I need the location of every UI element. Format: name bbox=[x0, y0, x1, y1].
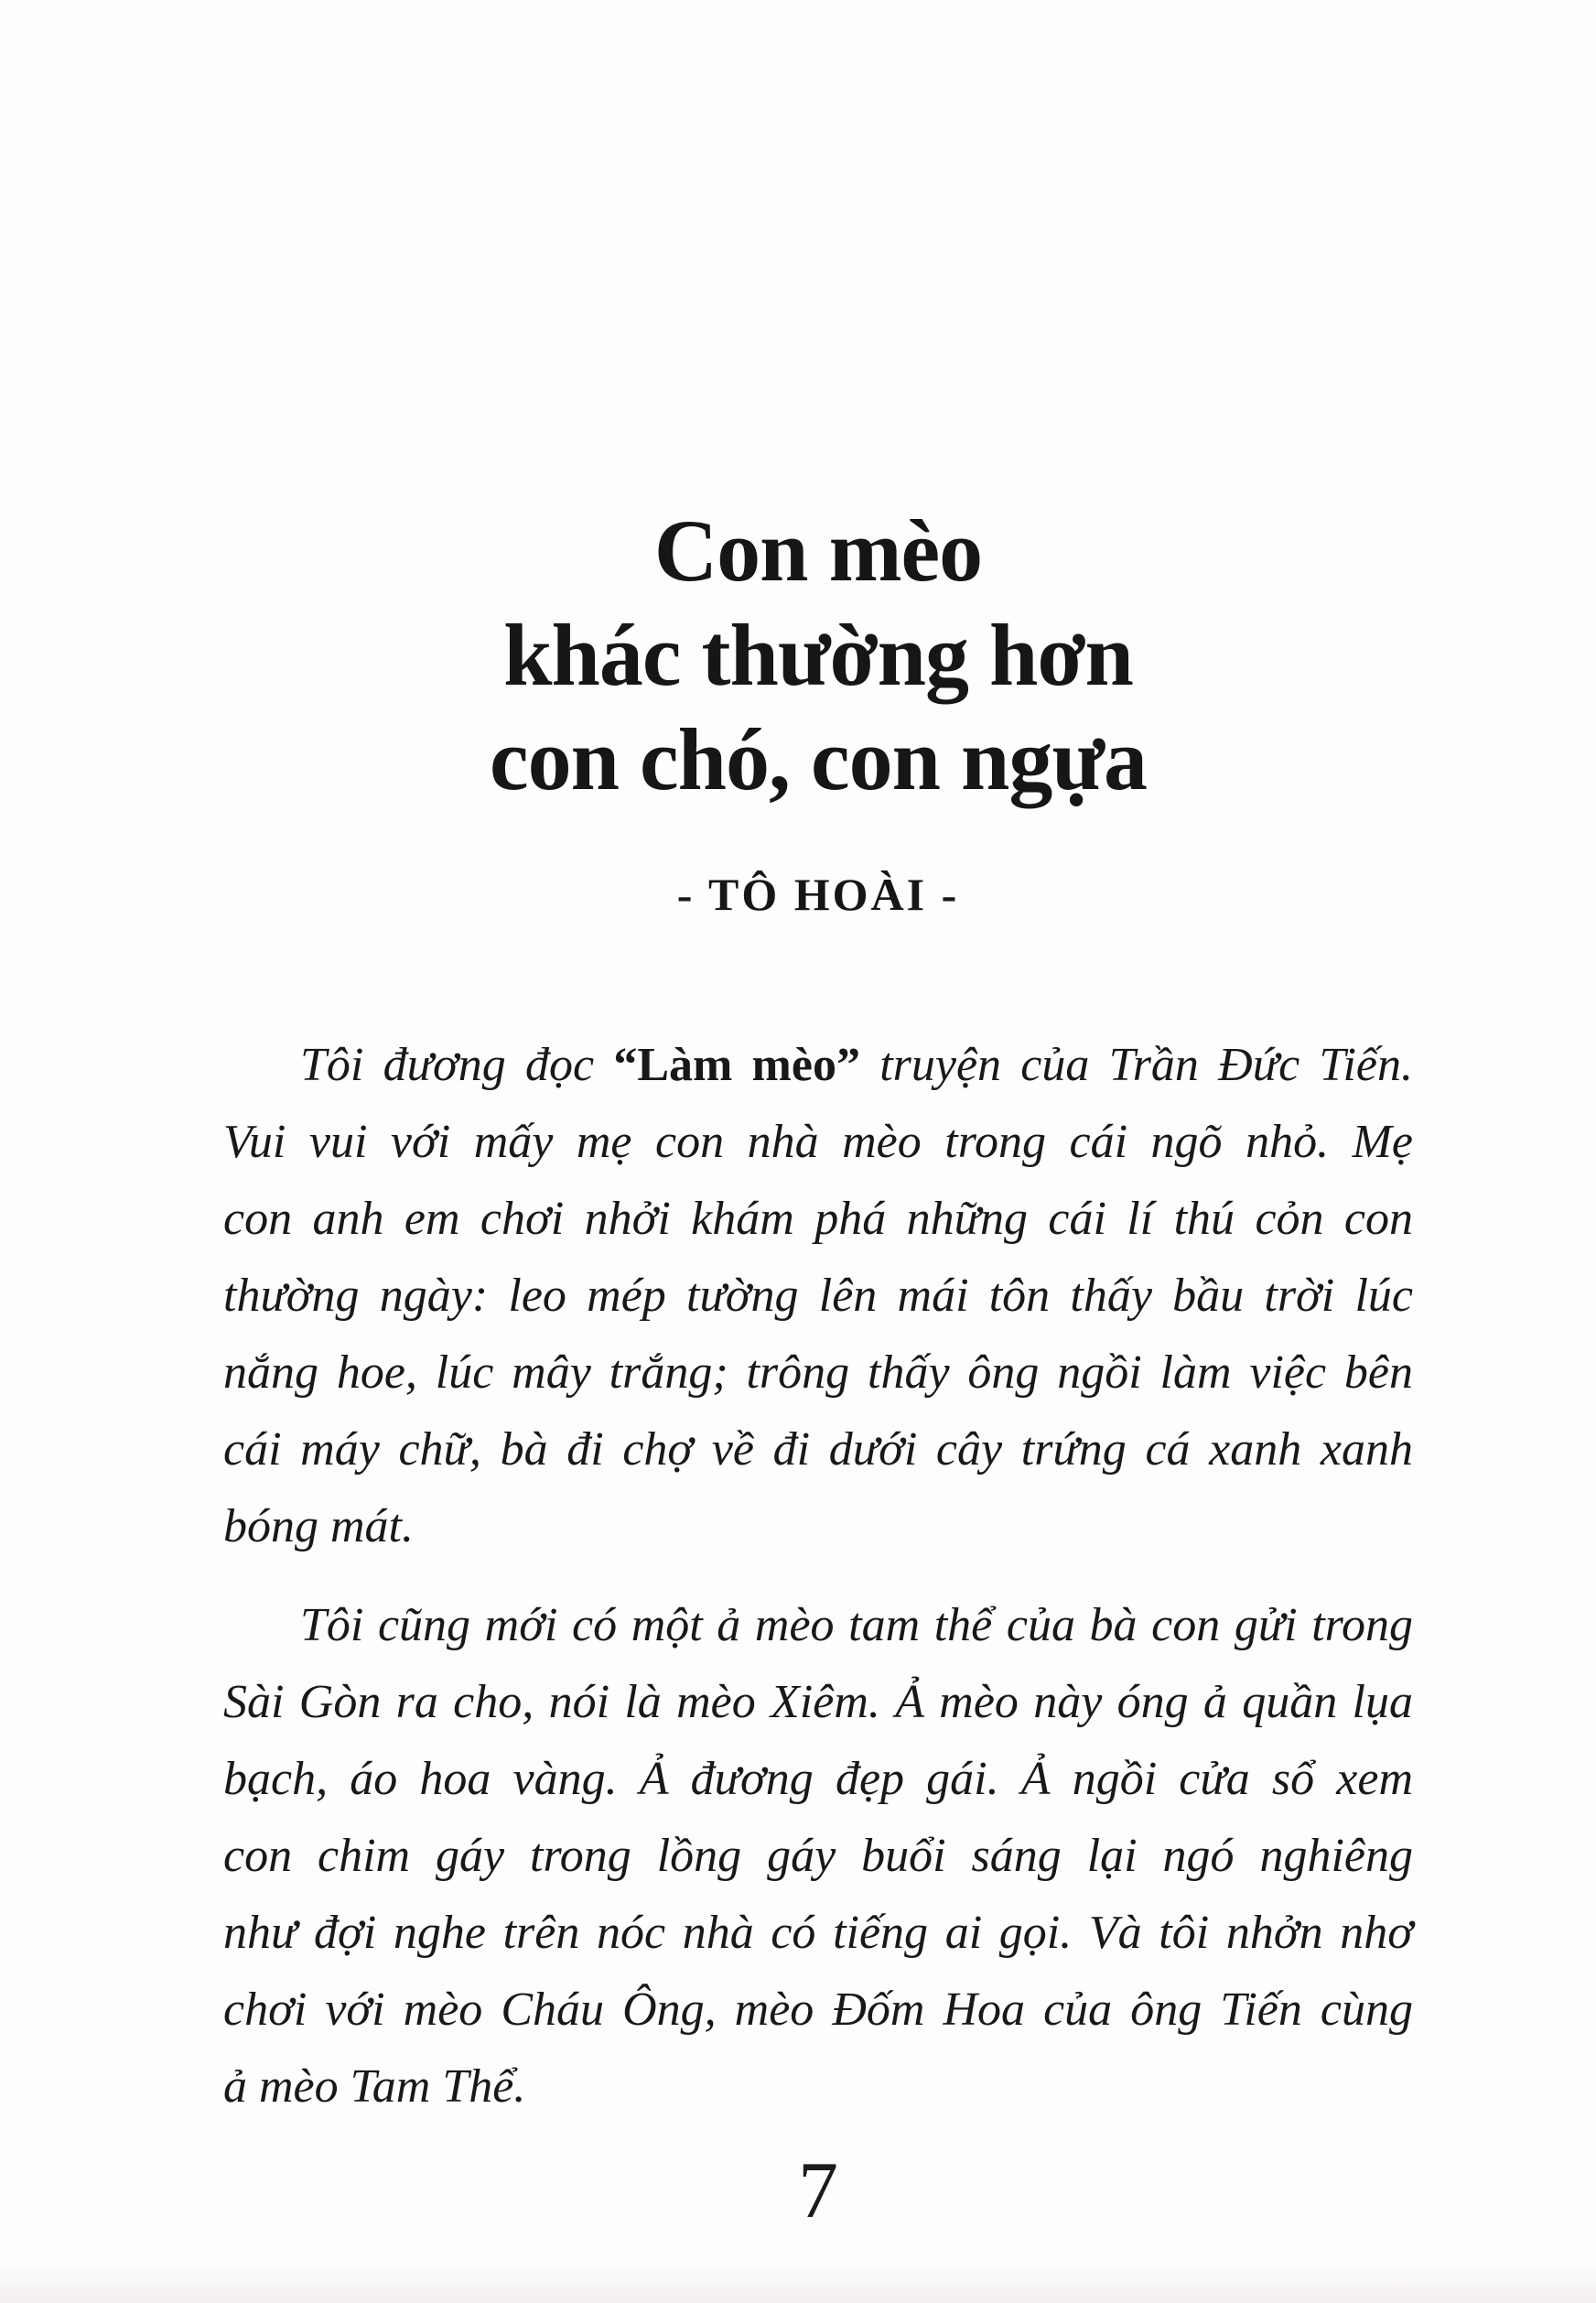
body-line bbox=[223, 1027, 1413, 1104]
text-run: thường ngày: leo mép tường lên mái tôn thấy bầu trời lúc bbox=[223, 1270, 1413, 1322]
text-run: Tôi cũng mới có một ả mèo tam thể của bà con gửi trong bbox=[300, 1599, 1413, 1651]
text-run: ả mèo Tam Thể. bbox=[223, 2060, 526, 2113]
body-line bbox=[223, 1664, 1413, 1741]
text-run: bóng mát. bbox=[223, 1500, 414, 1552]
text-run: Sài Gòn ra cho, nói là mèo Xiêm. Ả mèo này óng ả quần lụa bbox=[223, 1676, 1413, 1728]
chapter-title-line-2: khác thường hơn bbox=[503, 606, 1133, 704]
body-line bbox=[223, 1411, 1413, 1488]
body-line bbox=[223, 1587, 1413, 1664]
body-line bbox=[223, 1741, 1413, 1818]
page-number: 7 bbox=[798, 2146, 838, 2235]
chapter-title-line-3: con chó, con ngựa bbox=[490, 710, 1147, 808]
text-run: bạch, áo hoa vàng. Ả đương đẹp gái. Ả ngồi cửa sổ xem bbox=[223, 1753, 1413, 1805]
body-line bbox=[223, 1258, 1413, 1335]
paragraph bbox=[223, 1587, 1413, 2125]
chapter-title bbox=[223, 499, 1413, 812]
body-line bbox=[223, 1335, 1413, 1411]
body-line bbox=[223, 1818, 1413, 1895]
text-run: truyện của Trần Đức Tiến. bbox=[859, 1039, 1413, 1091]
text-run: như đợi nghe trên nóc nhà có tiếng ai gọi. Và tôi nhởn nhơ bbox=[223, 1907, 1413, 1959]
text-run: Tôi đương đọc bbox=[300, 1039, 614, 1091]
text-run: chơi với mèo Cháu Ông, mèo Đốm Hoa của ông Tiến cùng bbox=[223, 1984, 1413, 2036]
body-line bbox=[223, 1488, 1413, 1565]
text-run: Vui vui với mấy mẹ con nhà mèo trong cái ngõ nhỏ. Mẹ bbox=[223, 1116, 1413, 1168]
body-text bbox=[223, 1027, 1413, 2125]
body-line bbox=[223, 2049, 1413, 2125]
paragraph bbox=[223, 1027, 1413, 1565]
text-run: con chim gáy trong lồng gáy buổi sáng lại ngó nghiêng bbox=[223, 1830, 1413, 1882]
text-run: nắng hoe, lúc mây trắng; trông thấy ông ngồi làm việc bên bbox=[223, 1346, 1413, 1399]
scan-edge-shadow bbox=[0, 2265, 1596, 2303]
author-byline: - TÔ HOÀI - bbox=[676, 869, 960, 920]
text-run: con anh em chơi nhởi khám phá những cái lí thú cỏn con bbox=[223, 1193, 1413, 1245]
chapter-title-line-1: Con mèo bbox=[653, 502, 983, 600]
body-line bbox=[223, 1895, 1413, 1972]
body-line bbox=[223, 1104, 1413, 1181]
text-run: cái máy chữ, bà đi chợ về đi dưới cây trứng cá xanh xanh bbox=[223, 1423, 1413, 1476]
body-line bbox=[223, 1181, 1413, 1258]
bold-phrase: “Làm mèo” bbox=[613, 1039, 860, 1091]
body-line bbox=[223, 1972, 1413, 2049]
